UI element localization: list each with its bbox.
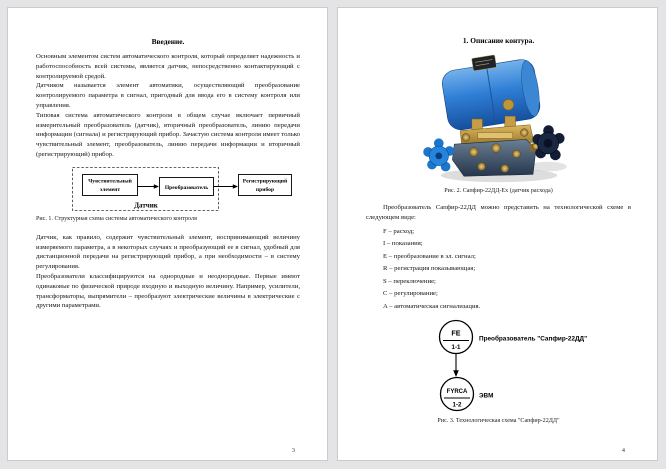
sensitive-element-label-line2: элемент xyxy=(99,186,121,193)
converter-label: Преобразователь xyxy=(164,184,209,191)
flow-arrow-head xyxy=(453,370,459,377)
sensor-group-label: Датчик xyxy=(134,201,158,210)
list-item-i: I – показания; xyxy=(383,240,423,248)
circle-1-number: 1-1 xyxy=(451,344,461,352)
list-item-s: S – переключение; xyxy=(383,277,436,285)
paragraph: Типовая система автоматического контроля в общем случае включает первичный измерительный преобразователь (датчик), вторичный преобразователь, линию передачи информации (сигнала) и регистрирующий прибор. Зачастую система контроля имеет только чувствительный элемент, преобразователь, линию передачи информации и вторичный (регистрирующий) прибор. xyxy=(36,111,300,158)
arrow-1-head xyxy=(154,184,159,188)
recorder-label-line1: Регистрирующий xyxy=(242,178,288,185)
circle-1-tag: FE xyxy=(451,328,461,338)
designation-list xyxy=(366,227,631,312)
figure-3-process-schematic xyxy=(366,315,631,415)
page-3-content xyxy=(8,8,327,311)
circle-1-side-label: Преобразователь "Сапфир-22ДД" xyxy=(479,335,588,343)
page-4-content xyxy=(338,8,657,425)
arrow-2-head xyxy=(233,184,238,188)
paragraph: Датчиком называется элемент автоматики, осуществляющий преобразование контролируемого параметра в сигнал, пригодный для ввода его в систему контроля или управления. xyxy=(36,82,300,109)
figure-2-sensor-photo xyxy=(421,51,577,185)
list-item-a: A – автоматическая сигнализация. xyxy=(383,302,481,310)
figure-2-caption: Рис. 2. Сапфир-22ДД-Ех (датчик расхода) xyxy=(444,188,553,194)
document-page-4 xyxy=(337,7,658,461)
dark-handwheel xyxy=(532,125,564,160)
recorder-label-line2: прибор xyxy=(255,186,275,193)
page-title-introduction: Введение. xyxy=(151,37,185,46)
list-item-r: R – регистрация показывающая; xyxy=(383,265,476,273)
list-item-f: F – расход; xyxy=(383,227,415,235)
circle-2-tag: FYRCA xyxy=(446,389,468,396)
process-schematic-drawing xyxy=(366,315,616,415)
flange-block xyxy=(452,139,536,176)
paragraph: Преобразователи классифицируются на однородные и неоднородные. Первые имеют одинаковые по физической природе входную и выходную величину. Например, усилители, трансформаторы, выпрямители – преобразуют электрические величины в электрические с другими параметрами. xyxy=(36,272,300,310)
blue-flange-handwheel xyxy=(423,138,454,171)
paragraph: Датчик, как правило, содержит чувствительный элемент, воспринимающий величину измеряемого параметра, а в некоторых случаях и преобразующий ее в сигнал, удобный для дистанционной передачи на регистрирующий прибор, а при необходимости – в систему регулирования. xyxy=(36,233,300,271)
figure-1-block-diagram xyxy=(36,164,300,214)
blue-cylinder-housing xyxy=(438,51,542,132)
sapphire-transmitter-image xyxy=(421,51,577,185)
figure-1-caption: Рис. 1. Структурная схема системы автоматического контроля xyxy=(36,215,197,222)
block-diagram-drawing xyxy=(36,164,302,214)
circle-2-number: 1-2 xyxy=(452,401,462,409)
paragraph: Основным элементом систем автоматического контроля, который определяет надежность и работоспособность всей системы, является датчик, непосредственно контактирующий с контролируемой средой. xyxy=(36,53,300,80)
page-number-4: 4 xyxy=(621,447,625,454)
sensitive-element-label-line1: Чувствительный xyxy=(88,178,132,185)
page-number-3: 3 xyxy=(291,447,295,454)
list-item-c: C – регулирование; xyxy=(383,290,438,298)
figure-3-caption: Рис. 3. Технологическая схема "Сапфир-22ДД" xyxy=(437,418,560,425)
list-item-e: E – преобразование в эл. сигнал; xyxy=(383,252,476,260)
circle-2-side-label: ЭВМ xyxy=(479,392,494,400)
section-title-contour-description: 1. Описание контура. xyxy=(462,36,535,45)
intro-paragraph: Преобразователь Сапфир-22ДД можно представить на технологической схеме в следующем виде: xyxy=(366,204,631,221)
document-page-3 xyxy=(7,7,328,461)
